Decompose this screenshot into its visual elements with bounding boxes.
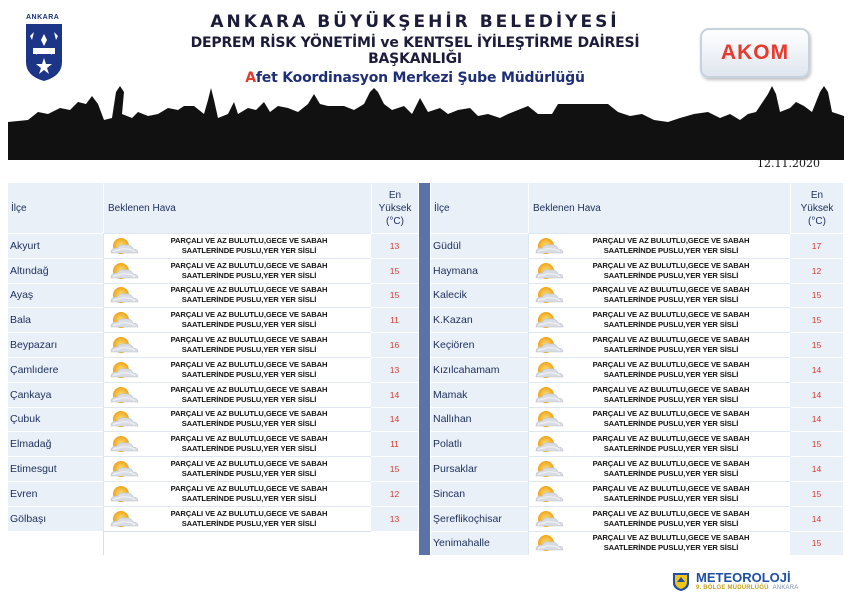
table-row — [431, 332, 843, 357]
forecast-line-2: SAATLERİNDE PUSLU,YER YER SİSLİ — [603, 345, 739, 355]
table-header — [8, 183, 418, 233]
expected-weather-cell — [528, 307, 790, 332]
expected-weather-cell — [103, 283, 371, 308]
forecast-line-1: PARÇALI VE AZ BULUTLU,GECE VE SABAH — [592, 359, 750, 369]
max-temperature: 15 — [371, 456, 418, 481]
max-temperature: 14 — [790, 506, 843, 531]
meteoroloji-region: 9. BÖLGE MÜDÜRLÜĞÜ — [696, 585, 769, 591]
max-temp-header-line3: (°C) — [808, 215, 826, 227]
partly-cloudy-sun-icon — [532, 384, 566, 406]
district-name: Keçiören — [431, 332, 528, 357]
forecast-description — [141, 310, 371, 330]
partly-cloudy-sun-icon — [532, 309, 566, 331]
meteoroloji-subtitle — [696, 585, 798, 591]
meteoroloji-logo — [672, 570, 812, 594]
forecast-description — [566, 459, 790, 479]
table-row — [8, 233, 418, 258]
district-name: Çubuk — [8, 407, 103, 432]
forecast-table-left — [8, 183, 418, 555]
forecast-description — [566, 385, 790, 405]
table-row — [8, 481, 418, 506]
branch-title-initial: A — [245, 70, 256, 86]
max-temperature: 14 — [790, 357, 843, 382]
forecast-description — [141, 261, 371, 281]
table-row — [8, 407, 418, 432]
expected-weather-header: Beklenen Hava — [103, 183, 371, 233]
district-name: Pursaklar — [431, 456, 528, 481]
branch-title-rest: fet Koordinasyon Merkezi Şube Müdürlüğü — [255, 70, 585, 86]
forecast-description — [141, 509, 371, 529]
table-row — [8, 258, 418, 283]
forecast-line-2: SAATLERİNDE PUSLU,YER YER SİSLİ — [181, 394, 317, 404]
forecast-line-2: SAATLERİNDE PUSLU,YER YER SİSLİ — [603, 394, 739, 404]
forecast-line-1: PARÇALI VE AZ BULUTLU,GECE VE SABAH — [592, 310, 750, 320]
district-name: Yenimahalle — [431, 531, 528, 556]
forecast-line-2: SAATLERİNDE PUSLU,YER YER SİSLİ — [603, 444, 739, 454]
table-row — [431, 481, 843, 506]
expected-weather-cell — [103, 332, 371, 357]
partly-cloudy-sun-icon — [532, 359, 566, 381]
table-row — [8, 431, 418, 456]
forecast-line-2: SAATLERİNDE PUSLU,YER YER SİSLİ — [603, 469, 739, 479]
forecast-description — [566, 509, 790, 529]
table-row — [8, 332, 418, 357]
partly-cloudy-sun-icon — [107, 458, 141, 480]
district-name: Güdül — [431, 233, 528, 258]
expected-weather-cell — [103, 407, 371, 432]
expected-weather-cell — [528, 382, 790, 407]
forecast-description — [141, 385, 371, 405]
expected-weather-header: Beklenen Hava — [528, 183, 790, 233]
table-row — [431, 531, 843, 556]
table-row — [8, 456, 418, 481]
forecast-description — [566, 409, 790, 429]
table-row — [8, 506, 418, 531]
max-temperature: 15 — [790, 332, 843, 357]
forecast-line-2: SAATLERİNDE PUSLU,YER YER SİSLİ — [181, 444, 317, 454]
max-temp-header — [790, 183, 843, 233]
partly-cloudy-sun-icon — [532, 433, 566, 455]
district-name: Çankaya — [8, 382, 103, 407]
expected-weather-cell — [528, 456, 790, 481]
forecast-line-1: PARÇALI VE AZ BULUTLU,GECE VE SABAH — [170, 260, 328, 270]
forecast-line-1: PARÇALI VE AZ BULUTLU,GECE VE SABAH — [592, 384, 750, 394]
district-name: Altındağ — [8, 258, 103, 283]
table-row — [431, 283, 843, 308]
forecast-line-1: PARÇALI VE AZ BULUTLU,GECE VE SABAH — [170, 235, 328, 245]
max-temperature: 15 — [371, 258, 418, 283]
expected-weather-cell — [528, 481, 790, 506]
forecast-description — [566, 335, 790, 355]
expected-weather-cell — [528, 332, 790, 357]
expected-weather-cell — [103, 506, 371, 531]
forecast-line-1: PARÇALI VE AZ BULUTLU,GECE VE SABAH — [592, 508, 750, 518]
table-row — [8, 283, 418, 308]
district-name: Çamlıdere — [8, 357, 103, 382]
partly-cloudy-sun-icon — [532, 458, 566, 480]
forecast-line-1: PARÇALI VE AZ BULUTLU,GECE VE SABAH — [592, 235, 750, 245]
max-temperature: 14 — [371, 407, 418, 432]
expected-weather-cell — [103, 258, 371, 283]
forecast-description — [566, 236, 790, 256]
table-divider — [419, 183, 430, 555]
table-body-left — [8, 233, 418, 555]
district-name: Kalecik — [431, 283, 528, 308]
expected-weather-cell — [103, 456, 371, 481]
table-row — [431, 233, 843, 258]
forecast-description — [566, 533, 790, 553]
expected-weather-cell — [528, 431, 790, 456]
expected-weather-cell — [103, 307, 371, 332]
forecast-description — [566, 434, 790, 454]
forecast-line-1: PARÇALI VE AZ BULUTLU,GECE VE SABAH — [592, 434, 750, 444]
max-temperature: 15 — [790, 283, 843, 308]
district-name: Kızılcahamam — [431, 357, 528, 382]
report-date: 12.11.2020 — [757, 157, 820, 170]
expected-weather-cell — [528, 407, 790, 432]
forecast-description — [141, 236, 371, 256]
forecast-line-2: SAATLERİNDE PUSLU,YER YER SİSLİ — [181, 245, 317, 255]
partly-cloudy-sun-icon — [532, 483, 566, 505]
partly-cloudy-sun-icon — [107, 309, 141, 331]
forecast-table-right — [431, 183, 843, 555]
header-titles — [150, 12, 680, 86]
forecast-line-2: SAATLERİNDE PUSLU,YER YER SİSLİ — [181, 469, 317, 479]
meteoroloji-city: ANKARA — [772, 585, 799, 591]
expected-weather-cell — [103, 431, 371, 456]
partly-cloudy-sun-icon — [532, 508, 566, 530]
forecast-description — [566, 484, 790, 504]
forecast-line-1: PARÇALI VE AZ BULUTLU,GECE VE SABAH — [170, 359, 328, 369]
table-row — [431, 258, 843, 283]
district-name: Elmadağ — [8, 431, 103, 456]
forecast-description — [566, 360, 790, 380]
partly-cloudy-sun-icon — [107, 260, 141, 282]
max-temp-header — [371, 183, 418, 233]
max-temperature: 11 — [371, 307, 418, 332]
partly-cloudy-sun-icon — [532, 284, 566, 306]
forecast-line-1: PARÇALI VE AZ BULUTLU,GECE VE SABAH — [592, 483, 750, 493]
expected-weather-cell — [528, 233, 790, 258]
partly-cloudy-sun-icon — [532, 235, 566, 257]
forecast-line-1: PARÇALI VE AZ BULUTLU,GECE VE SABAH — [170, 508, 328, 518]
forecast-line-1: PARÇALI VE AZ BULUTLU,GECE VE SABAH — [592, 260, 750, 270]
expected-weather-cell — [103, 357, 371, 382]
table-row — [431, 357, 843, 382]
district-name: Sincan — [431, 481, 528, 506]
district-name: Evren — [8, 481, 103, 506]
table-row — [431, 506, 843, 531]
max-temperature: 15 — [790, 431, 843, 456]
partly-cloudy-sun-icon — [107, 508, 141, 530]
forecast-line-1: PARÇALI VE AZ BULUTLU,GECE VE SABAH — [170, 409, 328, 419]
max-temp-header-line2: Yüksek — [800, 202, 834, 214]
max-temperature: 16 — [371, 332, 418, 357]
forecast-description — [141, 459, 371, 479]
max-temperature: 14 — [790, 407, 843, 432]
max-temperature: 11 — [371, 431, 418, 456]
partly-cloudy-sun-icon — [107, 408, 141, 430]
max-temperature: 13 — [371, 506, 418, 531]
district-name: Akyurt — [8, 233, 103, 258]
partly-cloudy-sun-icon — [107, 483, 141, 505]
empty-cell — [103, 531, 371, 556]
district-name: K.Kazan — [431, 307, 528, 332]
partly-cloudy-sun-icon — [107, 235, 141, 257]
table-row — [431, 431, 843, 456]
forecast-line-2: SAATLERİNDE PUSLU,YER YER SİSLİ — [603, 543, 739, 553]
expected-weather-cell — [528, 506, 790, 531]
partly-cloudy-sun-icon — [107, 334, 141, 356]
max-temperature: 15 — [790, 307, 843, 332]
forecast-description — [566, 261, 790, 281]
partly-cloudy-sun-icon — [532, 532, 566, 554]
table-row — [431, 456, 843, 481]
max-temp-header-line3: (°C) — [386, 215, 404, 227]
partly-cloudy-sun-icon — [532, 408, 566, 430]
expected-weather-cell — [103, 233, 371, 258]
table-body-right — [431, 233, 843, 555]
max-temperature: 14 — [790, 456, 843, 481]
forecast-description — [566, 310, 790, 330]
forecast-line-2: SAATLERİNDE PUSLU,YER YER SİSLİ — [603, 245, 739, 255]
max-temperature: 15 — [371, 283, 418, 308]
partly-cloudy-sun-icon — [107, 359, 141, 381]
ankara-logo — [24, 14, 64, 82]
forecast-line-2: SAATLERİNDE PUSLU,YER YER SİSLİ — [603, 369, 739, 379]
district-name: Mamak — [431, 382, 528, 407]
forecast-description — [141, 409, 371, 429]
district-name: Gölbaşı — [8, 506, 103, 531]
forecast-line-1: PARÇALI VE AZ BULUTLU,GECE VE SABAH — [170, 335, 328, 345]
forecast-line-2: SAATLERİNDE PUSLU,YER YER SİSLİ — [603, 270, 739, 280]
max-temp-header-line1: En — [388, 189, 402, 201]
meteoroloji-name: METEOROLOJİ — [696, 570, 791, 585]
max-temperature: 15 — [790, 481, 843, 506]
forecast-line-1: PARÇALI VE AZ BULUTLU,GECE VE SABAH — [170, 483, 328, 493]
district-name: Bala — [8, 307, 103, 332]
district-name: Şereflikoçhisar — [431, 506, 528, 531]
max-temperature: 13 — [371, 233, 418, 258]
forecast-description — [141, 484, 371, 504]
forecast-line-1: PARÇALI VE AZ BULUTLU,GECE VE SABAH — [170, 459, 328, 469]
forecast-line-2: SAATLERİNDE PUSLU,YER YER SİSLİ — [181, 518, 317, 528]
district-name: Nallıhan — [431, 407, 528, 432]
empty-cell — [371, 531, 418, 556]
max-temperature: 12 — [790, 258, 843, 283]
forecast-line-1: PARÇALI VE AZ BULUTLU,GECE VE SABAH — [592, 335, 750, 345]
forecast-line-1: PARÇALI VE AZ BULUTLU,GECE VE SABAH — [592, 409, 750, 419]
table-row — [431, 407, 843, 432]
forecast-line-1: PARÇALI VE AZ BULUTLU,GECE VE SABAH — [592, 533, 750, 543]
partly-cloudy-sun-icon — [107, 384, 141, 406]
forecast-description — [141, 360, 371, 380]
district-name: Polatlı — [431, 431, 528, 456]
max-temperature: 17 — [790, 233, 843, 258]
district-name: Haymana — [431, 258, 528, 283]
table-row — [431, 307, 843, 332]
partly-cloudy-sun-icon — [532, 334, 566, 356]
department-title: DEPREM RİSK YÖNETİMİ ve KENTSEL İYİLEŞTİRME DAİRESİ BAŞKANLIĞI — [190, 35, 640, 67]
forecast-line-2: SAATLERİNDE PUSLU,YER YER SİSLİ — [181, 320, 317, 330]
district-name: Ayaş — [8, 283, 103, 308]
forecast-line-1: PARÇALI VE AZ BULUTLU,GECE VE SABAH — [170, 434, 328, 444]
max-temperature: 13 — [371, 357, 418, 382]
district-header: İlçe — [434, 202, 450, 214]
forecast-line-1: PARÇALI VE AZ BULUTLU,GECE VE SABAH — [592, 459, 750, 469]
max-temperature: 14 — [371, 382, 418, 407]
forecast-description — [141, 285, 371, 305]
forecast-line-2: SAATLERİNDE PUSLU,YER YER SİSLİ — [603, 295, 739, 305]
max-temp-header-line1: En — [810, 189, 824, 201]
max-temperature: 15 — [790, 531, 843, 556]
forecast-line-2: SAATLERİNDE PUSLU,YER YER SİSLİ — [181, 345, 317, 355]
partly-cloudy-sun-icon — [532, 260, 566, 282]
partly-cloudy-sun-icon — [107, 433, 141, 455]
meteoroloji-shield-icon — [672, 572, 690, 592]
table-row — [8, 307, 418, 332]
forecast-line-2: SAATLERİNDE PUSLU,YER YER SİSLİ — [603, 419, 739, 429]
expected-weather-cell — [528, 357, 790, 382]
forecast-description — [141, 335, 371, 355]
empty-row — [8, 531, 418, 556]
forecast-line-1: PARÇALI VE AZ BULUTLU,GECE VE SABAH — [592, 285, 750, 295]
partly-cloudy-sun-icon — [107, 284, 141, 306]
district-name: Etimesgut — [8, 456, 103, 481]
akom-badge — [700, 28, 810, 78]
max-temperature: 12 — [371, 481, 418, 506]
forecast-line-2: SAATLERİNDE PUSLU,YER YER SİSLİ — [181, 493, 317, 503]
forecast-line-2: SAATLERİNDE PUSLU,YER YER SİSLİ — [181, 295, 317, 305]
forecast-description — [141, 434, 371, 454]
forecast-line-1: PARÇALI VE AZ BULUTLU,GECE VE SABAH — [170, 384, 328, 394]
expected-weather-cell — [103, 382, 371, 407]
max-temperature: 14 — [790, 382, 843, 407]
ankara-skyline-silhouette — [8, 84, 844, 160]
empty-cell — [8, 531, 103, 556]
logo-text: ANKARA — [26, 14, 60, 21]
table-row — [8, 357, 418, 382]
forecast-line-2: SAATLERİNDE PUSLU,YER YER SİSLİ — [181, 369, 317, 379]
akom-label: AKOM — [720, 41, 790, 64]
forecast-line-2: SAATLERİNDE PUSLU,YER YER SİSLİ — [603, 493, 739, 503]
table-header — [431, 183, 843, 233]
municipality-title: ANKARA BÜYÜKŞEHİR BELEDİYESİ — [210, 12, 620, 32]
district-header: İlçe — [11, 202, 27, 214]
table-row — [8, 382, 418, 407]
forecast-line-2: SAATLERİNDE PUSLU,YER YER SİSLİ — [603, 518, 739, 528]
expected-weather-cell — [103, 481, 371, 506]
forecast-line-2: SAATLERİNDE PUSLU,YER YER SİSLİ — [603, 320, 739, 330]
forecast-description — [566, 285, 790, 305]
expected-weather-cell — [528, 531, 790, 556]
forecast-line-1: PARÇALI VE AZ BULUTLU,GECE VE SABAH — [170, 310, 328, 320]
forecast-line-1: PARÇALI VE AZ BULUTLU,GECE VE SABAH — [170, 285, 328, 295]
expected-weather-cell — [528, 258, 790, 283]
expected-weather-cell — [528, 283, 790, 308]
table-row — [431, 382, 843, 407]
district-name: Beypazarı — [8, 332, 103, 357]
forecast-line-2: SAATLERİNDE PUSLU,YER YER SİSLİ — [181, 419, 317, 429]
forecast-line-2: SAATLERİNDE PUSLU,YER YER SİSLİ — [181, 270, 317, 280]
max-temp-header-line2: Yüksek — [378, 202, 412, 214]
